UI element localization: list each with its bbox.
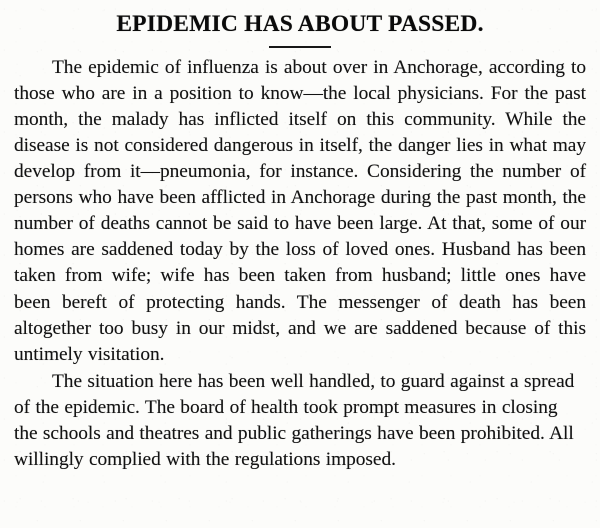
headline-divider — [14, 46, 586, 48]
article-paragraph: The epidemic of influenza is about over in Anchorage, according to those who are in a position to know—the local physicians. For the past month, the malady has inflicted itself on this community. While the disease is not considered dangerous in itself, the danger lies in what may develop from it—pneumonia, for instance. Considering the number of persons who have been afflicted in Anchorage during the past month, the number of deaths cannot be said to have been large. At that, some of our homes are saddened today by the loss of loved ones. Husband has been taken from wife; wife has been taken from husband; little ones have been bereft of protecting hands. The messenger of death has been altogether too busy in our midst, and we are saddened because of this untimely visitation. — [14, 56, 586, 365]
page-title: EPIDEMIC HAS ABOUT PASSED. — [116, 11, 484, 37]
article-paragraph: The situation here has been well handled, to guard against a spread of the epidemic. The board of health took prompt measures in closing the schools and theatres and public gatherings have been prohibited. All willingly complied with the regulations imposed. — [14, 370, 575, 471]
horizontal-rule-icon — [269, 46, 331, 48]
article-body — [14, 55, 586, 474]
